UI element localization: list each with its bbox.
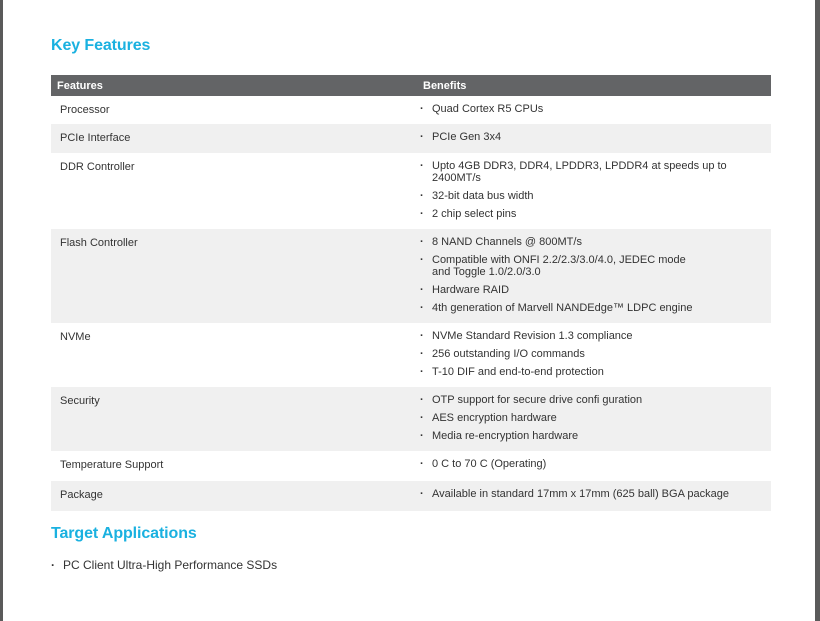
benefits-list xyxy=(417,160,771,220)
benefit-item: · Upto 4GB DDR3, DDR4, LPDDR3, LPDDR4 at speeds up to 2400MT/s xyxy=(417,160,771,184)
feature-cell: Flash Controller xyxy=(51,229,417,323)
target-applications-list xyxy=(51,558,277,572)
benefits-cell xyxy=(417,323,771,387)
feature-cell: Processor xyxy=(60,104,110,116)
benefit-item: · Hardware RAID xyxy=(417,284,771,296)
benefits-cell xyxy=(417,481,771,511)
benefit-item: · T-10 DIF and end-to-end protection xyxy=(417,366,771,378)
benefit-item: · 256 outstanding I/O commands xyxy=(417,348,771,360)
benefit-item: · 32-bit data bus width xyxy=(417,190,771,202)
benefit-item: · AES encryption hardware xyxy=(417,412,771,424)
benefit-item: · NVMe Standard Revision 1.3 compliance xyxy=(417,330,771,342)
benefits-cell xyxy=(417,451,771,481)
benefit-item: · OTP support for secure drive confi guration xyxy=(417,394,771,406)
column-header-benefits: Benefits xyxy=(417,75,771,96)
benefit-item: · 4th generation of Marvell NANDEdge™ LDPC engine xyxy=(417,302,771,314)
benefits-list xyxy=(417,236,771,314)
benefit-item: · Quad Cortex R5 CPUs xyxy=(417,103,771,115)
benefits-cell xyxy=(417,229,771,323)
benefits-list xyxy=(417,103,771,115)
benefits-list xyxy=(417,394,771,442)
table-row xyxy=(51,323,771,387)
feature-cell: DDR Controller xyxy=(60,161,135,173)
benefits-cell xyxy=(417,96,771,124)
table-header-row xyxy=(51,75,771,96)
column-header-features: Features xyxy=(51,75,417,96)
feature-cell: Temperature Support xyxy=(60,459,164,471)
table-row xyxy=(51,153,771,229)
benefit-item: · Available in standard 17mm x 17mm (625 ball) BGA package xyxy=(417,488,771,500)
feature-cell: Security xyxy=(51,387,417,451)
document-page xyxy=(3,0,815,621)
feature-cell: Package xyxy=(51,481,417,511)
key-features-heading: Key Features xyxy=(51,37,151,54)
table-row xyxy=(51,387,771,451)
table-row xyxy=(51,229,771,323)
benefits-cell xyxy=(417,153,771,229)
benefit-item: · Media re-encryption hardware xyxy=(417,430,771,442)
feature-cell: NVMe xyxy=(60,331,91,343)
benefits-list xyxy=(417,458,771,470)
feature-cell: PCIe Interface xyxy=(51,124,417,153)
benefits-list xyxy=(417,330,771,378)
target-applications-heading: Target Applications xyxy=(51,525,197,542)
benefits-list xyxy=(417,488,771,500)
table-row xyxy=(51,451,771,481)
benefits-cell xyxy=(417,124,771,153)
benefit-item: · Compatible with ONFI 2.2/2.3/3.0/4.0, JEDEC mode and Toggle 1.0/2.0/3.0 xyxy=(417,254,692,278)
benefit-item: · 8 NAND Channels @ 800MT/s xyxy=(417,236,771,248)
features-table xyxy=(51,75,771,511)
benefit-item: · PCIe Gen 3x4 xyxy=(417,131,771,143)
table-row xyxy=(51,96,771,124)
table-row xyxy=(51,481,771,511)
list-item: · PC Client Ultra-High Performance SSDs xyxy=(51,558,277,572)
benefits-cell xyxy=(417,387,771,451)
table-row xyxy=(51,124,771,153)
benefit-item: · 0 C to 70 C (Operating) xyxy=(417,458,771,470)
benefit-item: · 2 chip select pins xyxy=(417,208,771,220)
benefits-list xyxy=(417,131,771,143)
